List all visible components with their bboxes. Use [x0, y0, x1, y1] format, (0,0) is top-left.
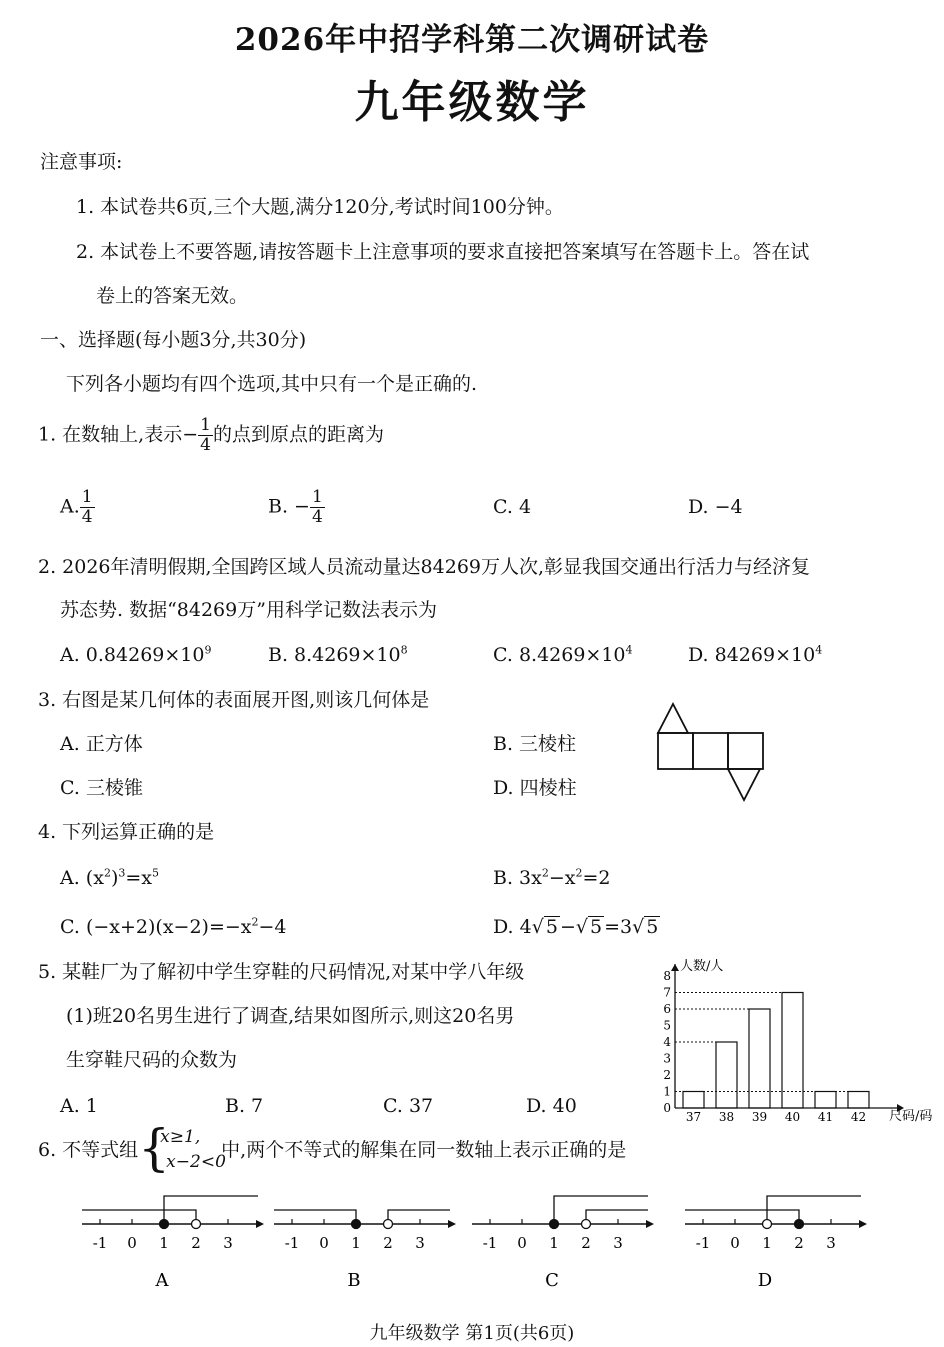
- hollow-point: [192, 1220, 201, 1229]
- question-5-line2: (1)班20名男生进行了调查,结果如图所示,则这20名男: [66, 1005, 515, 1027]
- x-tick-label: 38: [718, 1110, 735, 1124]
- tick-label: 1: [351, 1234, 361, 1252]
- tick-label: 2: [581, 1234, 591, 1252]
- bar-41: [815, 1092, 836, 1109]
- q5-option-d: D. 40: [526, 1095, 577, 1117]
- tick-label: 0: [127, 1234, 137, 1252]
- notes-item-2-line1: 2. 本试卷上不要答题,请按答题卡上注意事项的要求直接把答案填写在答题卡上。答在试: [76, 241, 810, 263]
- bar-39: [749, 1009, 770, 1108]
- section-instruction: 下列各小题均有四个选项,其中只有一个是正确的.: [66, 373, 478, 395]
- tick-label: 2: [191, 1234, 201, 1252]
- tick-label: -1: [92, 1234, 108, 1252]
- y-tick-label: 4: [663, 1035, 671, 1049]
- q2-option-d: D. $84269\times 10^4$: [688, 643, 823, 666]
- number-line-options: [0, 1180, 944, 1295]
- question-1-stem: 1. 在数轴上,表示− $\frac{1}{4}$ 的点到原点的距离为: [38, 415, 384, 455]
- q3-option-c: C. 三棱锥: [60, 777, 143, 799]
- axis-arrow: [646, 1220, 654, 1228]
- solution-bracket: [82, 1210, 196, 1224]
- question-5-line1: 5. 某鞋厂为了解初中学生穿鞋的尺码情况,对某中学八年级: [38, 961, 525, 983]
- net-bottom-triangle: [728, 769, 760, 800]
- q3-option-a: A. 正方体: [60, 733, 143, 755]
- q2-option-c: C. $8.4269\times 10^4$: [493, 643, 633, 666]
- notes-item-1: 1. 本试卷共6页,三个大题,满分120分,考试时间100分钟。: [76, 196, 564, 218]
- net-square-3: [728, 733, 763, 769]
- y-tick-label: 8: [663, 969, 671, 983]
- y-tick-label: 5: [663, 1018, 671, 1033]
- x-tick-label: 41: [817, 1110, 834, 1124]
- y-tick-label: 0: [663, 1101, 671, 1115]
- solution-bracket: [388, 1210, 450, 1224]
- y-tick-label: 7: [663, 985, 671, 1000]
- tick-label: 2: [383, 1234, 393, 1252]
- axis-arrow: [859, 1220, 867, 1228]
- number-line-option-c: [472, 1196, 654, 1291]
- axis-arrow: [256, 1220, 264, 1228]
- notes-item-2-line2: 卷上的答案无效。: [96, 285, 249, 307]
- x-tick-label: 39: [751, 1110, 768, 1124]
- left-brace: {: [138, 1119, 170, 1177]
- solution-bracket: [274, 1210, 356, 1224]
- net-square-1: [658, 733, 693, 769]
- tick-label: 0: [319, 1234, 329, 1252]
- tick-label: 1: [549, 1234, 559, 1252]
- q4-option-b: B. $3x^2-x^2=2$: [493, 866, 611, 889]
- bar-40: [782, 993, 803, 1109]
- q4-option-d: D. 4√ 5 −√ 5 =3√ 5: [493, 916, 659, 938]
- q1-option-b: B. − $\frac{1}{4}$: [268, 487, 323, 527]
- hollow-point: [582, 1220, 591, 1229]
- solid-point: [352, 1220, 361, 1229]
- question-5-line3: 生穿鞋尺码的众数为: [66, 1049, 238, 1071]
- q1-option-c: C. 4: [493, 496, 532, 518]
- y-tick-label: 2: [663, 1068, 671, 1082]
- question-3-stem: 3. 右图是某几何体的表面展开图,则该几何体是: [38, 689, 430, 711]
- bar-38: [716, 1042, 737, 1108]
- solution-bracket: [586, 1210, 648, 1224]
- hollow-point: [763, 1220, 772, 1229]
- q2-option-a: A. $0.84269\times 10^9$: [60, 643, 212, 666]
- tick-label: -1: [482, 1234, 498, 1252]
- inequality-system: [138, 1119, 226, 1177]
- tick-label: 3: [826, 1234, 836, 1252]
- q5-option-b: B. 7: [225, 1095, 264, 1117]
- tick-label: 3: [613, 1234, 623, 1252]
- number-line-option-d: [685, 1196, 867, 1291]
- x-tick-label: 42: [850, 1110, 867, 1124]
- q3-option-b: B. 三棱柱: [493, 733, 577, 755]
- option-label: D: [757, 1270, 773, 1291]
- number-line-option-b: [274, 1210, 456, 1291]
- question-6-stem: 6. 不等式组 { x≥1, x−2<0 中,两个不等式的解集在同一数轴上表示正确的是: [38, 1119, 627, 1177]
- y-axis-label: 人数/人: [680, 959, 724, 974]
- tick-label: -1: [284, 1234, 300, 1252]
- x-tick-label: 40: [784, 1110, 801, 1124]
- q1-option-d: D. −4: [688, 496, 743, 518]
- question-2-line1: 2. 2026年清明假期,全国跨区域人员流动量达84269万人次,彰显我国交通出行活力与经济复: [38, 556, 811, 578]
- y-axis-arrow: [671, 964, 679, 971]
- question-2-line2: 苏态势. 数据“84269万”用科学记数法表示为: [60, 599, 437, 621]
- net-square-2: [693, 733, 728, 769]
- bar-37: [683, 1092, 704, 1109]
- solid-point: [550, 1220, 559, 1229]
- hollow-point: [384, 1220, 393, 1229]
- y-tick-label: 1: [663, 1084, 671, 1099]
- tick-label: 1: [762, 1234, 772, 1252]
- option-label: B: [347, 1270, 361, 1291]
- option-label: A: [155, 1270, 169, 1291]
- net-top-triangle: [658, 704, 688, 733]
- page-footer: 九年级数学 第1页(共6页): [369, 1323, 575, 1344]
- option-label: C: [545, 1270, 559, 1291]
- shoe-size-bar-chart: [645, 950, 933, 1130]
- exam-title: 2026年中招学科第二次调研试卷: [234, 22, 710, 58]
- subject-title: 九年级数学: [354, 77, 590, 128]
- y-tick-label: 3: [663, 1051, 671, 1066]
- x-axis-label: 尺码/码: [889, 1109, 933, 1124]
- section-heading: 一、选择题(每小题3分,共30分): [40, 329, 307, 351]
- number-line-option-a: [82, 1196, 264, 1291]
- question-4-stem: 4. 下列运算正确的是: [38, 821, 215, 843]
- tick-label: 2: [794, 1234, 804, 1252]
- tick-label: 3: [415, 1234, 425, 1252]
- tick-label: 3: [223, 1234, 233, 1252]
- prism-net-figure: [650, 696, 770, 806]
- solid-point: [160, 1220, 169, 1229]
- bar-42: [848, 1092, 869, 1109]
- inequality-1: x≥1,: [160, 1127, 201, 1147]
- q4-option-a: A. $(x^2)^3=x^5$: [60, 866, 159, 889]
- axis-arrow: [448, 1220, 456, 1228]
- q3-option-d: D. 四棱柱: [493, 777, 577, 799]
- solution-bracket: [685, 1210, 799, 1224]
- y-tick-label: 6: [663, 1002, 671, 1016]
- q4-option-c: C. $(-x+2)(x-2)=-x^2-4$: [60, 915, 287, 938]
- x-tick-label: 37: [685, 1110, 702, 1124]
- tick-label: -1: [695, 1234, 711, 1252]
- solid-point: [795, 1220, 804, 1229]
- q5-option-c: C. 37: [383, 1095, 434, 1117]
- q2-option-b: B. $8.4269\times 10^8$: [268, 643, 408, 666]
- tick-label: 1: [159, 1234, 169, 1252]
- q1-option-a: A. $\frac{1}{4}$: [60, 487, 93, 527]
- tick-label: 0: [517, 1234, 527, 1252]
- q5-option-a: A. 1: [60, 1095, 98, 1117]
- inequality-2: x−2<0: [166, 1152, 226, 1172]
- tick-label: 0: [730, 1234, 740, 1252]
- notes-heading: 注意事项:: [40, 151, 123, 173]
